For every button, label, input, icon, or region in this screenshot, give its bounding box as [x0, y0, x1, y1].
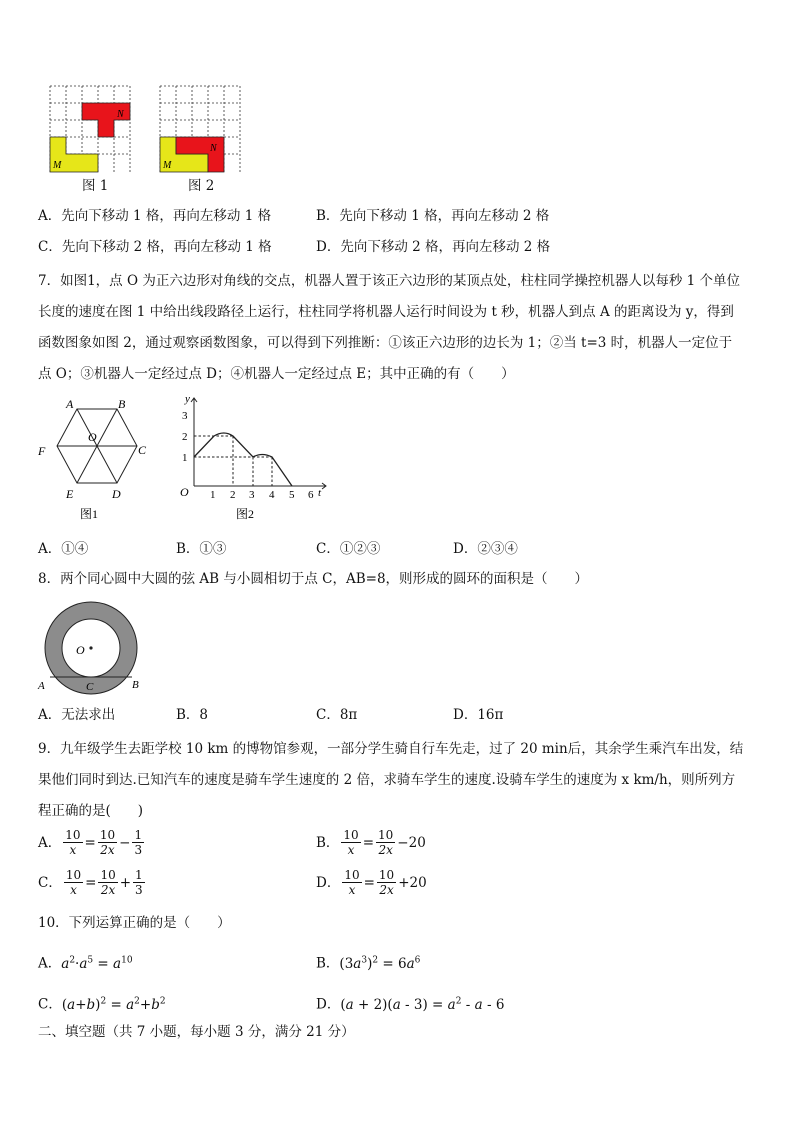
label-m: M — [53, 160, 62, 171]
fig2-caption: 图2 — [236, 507, 255, 521]
denominator: 2x — [100, 883, 116, 897]
tail: +20 — [398, 874, 427, 891]
q8-annulus-figure — [34, 598, 146, 696]
q7-option-c: C．①②③ — [316, 541, 381, 557]
q10-stem: 10．下列运算正确的是（ ） — [38, 915, 231, 931]
numerator: 10 — [65, 828, 81, 842]
hex-label-o: O — [88, 430, 97, 444]
q9-stem-line: 程正确的是( ) — [38, 803, 144, 819]
label-m: M — [163, 160, 172, 171]
q7-stem — [38, 266, 768, 390]
label-n: N — [210, 143, 217, 154]
q6-fig2-caption: 图 2 — [188, 178, 215, 194]
numerator: 1 — [135, 868, 143, 882]
x-tick-label: 1 — [210, 489, 216, 501]
y-tick-label: 3 — [182, 410, 188, 422]
q6-fig1-caption: 图 1 — [82, 178, 109, 194]
option-letter: B． — [316, 955, 340, 972]
q7-option-b: B．①③ — [176, 541, 227, 557]
q6-option-b: B．先向下移动 1 格，再向左移动 2 格 — [316, 208, 550, 224]
denominator: x — [348, 883, 356, 897]
axis-label-y: y — [185, 393, 190, 405]
q10-option-b — [316, 950, 420, 974]
hex-label-c: C — [138, 443, 147, 457]
q6-option-d: D．先向下移动 2 格，再向左移动 2 格 — [316, 239, 551, 255]
q8-option-d: D．16π — [453, 707, 504, 723]
q9-option-b: B． $\frac{10}{x}$ = $\frac{10}{2x}$ −20 — [316, 828, 426, 857]
operator: + — [119, 874, 132, 891]
q8-option-b: B．8 — [176, 707, 209, 723]
q10-option-a — [38, 950, 133, 974]
q7-option-a: A．①④ — [38, 541, 89, 557]
numerator: 10 — [65, 868, 82, 882]
q9-option-c: C． $\frac{10}{x}$ = $\frac{10}{2x}$ + $\frac{1}{3}$ — [38, 868, 143, 897]
x-tick-label: 3 — [249, 489, 255, 501]
label-c: C — [86, 681, 94, 693]
q7-hexagon-figure — [32, 394, 162, 526]
q6-option-c: C．先向下移动 2 格，再向左移动 1 格 — [38, 239, 272, 255]
q8-option-a: A．无法求出 — [38, 707, 116, 723]
denominator: 2x — [378, 843, 393, 857]
denominator: 3 — [134, 843, 143, 857]
axis-label-t: t — [318, 487, 322, 499]
x-tick-label: 6 — [308, 489, 314, 501]
y-tick-label: 1 — [182, 452, 188, 464]
q8-stem: 8．两个同心圆中大圆的弦 AB 与小圆相切于点 C，AB=8，则形成的圆环的面积是（ ） — [38, 571, 589, 587]
q7-function-graph — [174, 392, 334, 526]
x-tick-label: 5 — [289, 489, 295, 501]
option-letter: B． — [316, 834, 340, 851]
denominator: x — [70, 883, 77, 897]
hex-label-f: F — [38, 444, 46, 458]
option-letter: C． — [38, 874, 62, 891]
option-letter: D． — [316, 874, 341, 891]
hex-label-d: D — [112, 487, 121, 501]
q9-stem — [38, 734, 768, 827]
label-o: O — [76, 643, 85, 657]
option-letter: A． — [38, 955, 62, 972]
q6-figure-2 — [158, 84, 242, 174]
function-curve — [194, 433, 292, 486]
formula: $(3a^3)^2 = 6a^6$ — [339, 955, 421, 972]
q10-option-c — [38, 991, 166, 1015]
numerator: 10 — [100, 868, 116, 882]
label-b: B — [132, 679, 139, 691]
q7-stem-line: 函数图象如图 2，通过观察函数图象，可以得到下列推断：①该正六边形的边长为 1；②当 t=3 时，机器人一定位于 — [38, 335, 733, 351]
q10-option-d — [316, 991, 504, 1015]
numerator: 10 — [378, 868, 395, 882]
numerator: 1 — [134, 828, 143, 842]
q7-stem-line: 点 O；③机器人一定经过点 D；④机器人一定经过点 E；其中正确的有（ ） — [38, 366, 515, 382]
hex-label-b: B — [118, 397, 126, 411]
fig1-caption: 图1 — [80, 507, 99, 521]
hex-label-e: E — [66, 487, 74, 501]
numerator: 10 — [99, 828, 116, 842]
q6-figure-1 — [48, 84, 132, 174]
x-tick-label: 4 — [269, 489, 275, 501]
operator: − — [119, 834, 131, 851]
option-letter: C． — [38, 996, 62, 1013]
q9-option-a: A． $\frac{10}{x}$ = $\frac{10}{2x}$ − $\frac{1}{3}$ — [38, 828, 143, 857]
q7-stem-line: 7．如图1，点 O 为正六边形对角线的交点，机器人置于该正六边形的某顶点处，柱柱同学操控机器人以每秒 1 个单位 — [38, 273, 740, 289]
hex-label-a: A — [66, 397, 74, 411]
y-tick-label: 2 — [182, 431, 188, 443]
formula: $(a+b)^2 = a^2+b^2$ — [61, 996, 166, 1013]
denominator: 2x — [100, 843, 115, 857]
center-point — [89, 646, 92, 649]
denominator: 3 — [135, 883, 143, 897]
section-2-heading: 二、填空题（共 7 小题，每小题 3 分，满分 21 分） — [38, 1024, 355, 1040]
label-a: A — [38, 680, 45, 692]
denominator: x — [347, 843, 355, 857]
q9-stem-line: 果他们同时到达.已知汽车的速度是骑车学生速度的 2 倍，求骑车学生的速度.设骑车学生的速度为 x km/h，则所列方 — [38, 772, 736, 788]
option-letter: D． — [316, 996, 341, 1013]
x-tick-label: 2 — [230, 489, 236, 501]
numerator: 10 — [343, 828, 359, 842]
tail: −20 — [397, 834, 426, 851]
numerator: 10 — [378, 828, 394, 842]
q9-option-d: D． $\frac{10}{x}$ = $\frac{10}{2x}$ +20 — [316, 868, 427, 897]
numerator: 10 — [344, 868, 360, 882]
formula: $a^2\cdot a^5 = a^{10}$ — [61, 955, 133, 972]
formula: $(a + 2)(a - 3) = a^2 - a - 6$ — [340, 996, 505, 1013]
denominator: x — [69, 843, 77, 857]
q7-option-d: D．②③④ — [453, 541, 518, 557]
q9-stem-line: 9．九年级学生去距学校 10 km 的博物馆参观，一部分学生骑自行车先走，过了 20 min后，其余学生乘汽车出发，结 — [38, 741, 744, 757]
option-letter: A． — [38, 834, 62, 851]
q8-option-c: C．8π — [316, 707, 358, 723]
q7-stem-line: 长度的速度在图 1 中给出线段路径上运行，柱柱同学将机器人运行时间设为 t 秒，机器人到点 A 的距离设为 y，得到 — [38, 304, 734, 320]
label-n: N — [117, 109, 124, 120]
origin-label: O — [180, 485, 189, 499]
denominator: 2x — [379, 883, 394, 897]
q6-option-a: A．先向下移动 1 格，再向左移动 1 格 — [38, 208, 272, 224]
